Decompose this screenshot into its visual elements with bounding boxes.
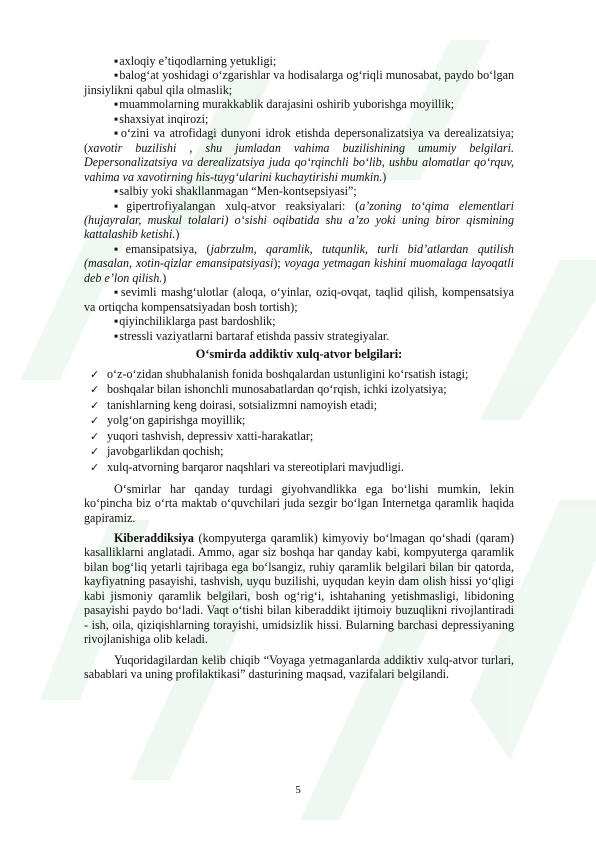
bullet-item: ▪ sevimli mashg‘ulotlar (aloqa, o‘yinlar, oziq-ovqat, taqlid qilish, kompensatsiya va ortiqcha kompensatsiyadan bosh tortish);: [84, 285, 514, 314]
check-mark-icon: ✓: [90, 414, 100, 428]
page-number: 5: [295, 784, 301, 796]
check-list-item: ✓ xulq-atvorning barqaror naqshlari va stereotiplari mavjudligi.: [90, 460, 404, 475]
bold-term: Kiberaddiksiya: [114, 531, 194, 546]
check-mark-icon: ✓: [90, 445, 100, 459]
section-heading: O‘smirda addiktiv xulq-atvor belgilari:: [195, 347, 403, 362]
check-mark-icon: ✓: [90, 367, 100, 381]
check-list-item: ✓ yuqori tashvish, depressiv xatti-harakatlar;: [90, 428, 314, 443]
check-list-item: ✓ yolg‘on gapirishga moyillik;: [90, 413, 246, 428]
check-list: [84, 367, 514, 476]
bullet-item: ▪ muammolarning murakkablik darajasini oshirib yuborishga moyillik;: [84, 97, 514, 111]
paragraph: Kiberaddiksiya (kompyuterga qaramlik) kimyoviy bo‘lmagan qo‘shadi (qaram) kasalliklarni anglatadi. Ammo, agar siz boshqa har qanday kabi, kompyuterga qaramlik bilan bog‘liq yetarli tajribaga ega bo‘lsangiz, ruhiy qaramlik belgilari bilan bir qatorda, kayfiyatning pasayishi, tashvish, uyqu buzilishi, uyqudan keyin dam olish hissi yo‘qligi kabi jismoniy qaramlik belgilari, bosh og‘rig‘i, ishtahaning yetishmasligi, libidoning pasayishi paydo bo‘ladi. Vaqt o‘tishi bilan kiberaddikt ijtimoiy buzuqlikni rivojlantiradi - ish, oila, qiziqishlarning torayishi, umidsizlik hissi. Bularning barchasi depressiyaning rivojlanishiga olib keladi.: [84, 531, 514, 647]
check-mark-icon: ✓: [90, 461, 100, 475]
document-body: [84, 54, 514, 682]
bullet-item: ▪ o‘zini va atrofidagi dunyoni idrok etishda depersonalizatsiya va derealizatsiya; (xavotir buzilishi , shu jumladan vahima buzilishining umumiy belgilari. Depersonalizatsiya va derealizatsiya juda qo‘rqinchli bo‘lib, ushbu alomatlar qo‘rquv, vahima va xavotirning his-tuyg‘ularini kuchaytirishi mumkin.): [84, 126, 514, 184]
check-list-item: ✓ o‘z-o‘zidan shubhalanish fonida boshqalardan ustunligini ko‘rsatish istagi;: [90, 366, 469, 381]
check-mark-icon: ✓: [90, 398, 100, 412]
bullet-item: ▪ qiyinchiliklarga past bardoshlik;: [84, 314, 514, 328]
check-mark-icon: ✓: [90, 383, 100, 397]
bullet-item: ▪ shaxsiyat inqirozi;: [84, 112, 514, 126]
bullet-item: ▪ axloqiy e’tiqodlarning yetukligi;: [84, 54, 514, 68]
check-list-item: ✓ javobgarlikdan qochish;: [90, 444, 224, 459]
bullet-item: ▪ stressli vaziyatlarni bartaraf etishda passiv strategiyalar.: [84, 329, 514, 343]
paragraph: O‘smirlar har qanday turdagi giyohvandlikka ega bo‘lishi mumkin, lekin ko‘pincha biz o‘rta maktab o‘quvchilari juda sezgir bo‘lgan Internetga qaramlik haqida gapiramiz.: [84, 481, 514, 525]
paragraph: Yuqoridagilardan kelib chiqib “Voyaga yetmaganlarda addiktiv xulq-atvor turlari, sabablari va uning profilaktikasi” dasturining maqsad, vazifalari belgilandi.: [84, 652, 514, 682]
bullet-item: ▪ emansipatsiya, (jabrzulm, qaramlik, tutqunlik, turli bid’atlardan qutilish (masalan, xotin-qizlar emansipatsiyasi); voyaga yetmagan kishini muomalaga layoqatli deb e’lon qilish.): [84, 242, 514, 285]
check-list-item: ✓ tanishlarning keng doirasi, sotsializmni namoyish etadi;: [90, 397, 378, 412]
bullet-item: ▪ gipertrofiyalangan xulq-atvor reaksiyalari: (a’zoning to‘qima elementlari (hujayralar, muskul tolalari) o‘sishi oqibatida shu a’zo yoki uning biror qismining kattalashib ketishi.): [84, 199, 514, 242]
bullet-item: ▪ salbiy yoki shakllanmagan “Men-kontsepsiyasi”;: [84, 184, 514, 198]
bullet-item: ▪ balog‘at yoshidagi o‘zgarishlar va hodisalarga og‘riqli munosabat, paydo bo‘lgan jinsiylikni qabul qila olmaslik;: [84, 68, 514, 97]
check-list-item: ✓ boshqalar bilan ishonchli munosabatlardan qo‘rqish, ichki izolyatsiya;: [90, 382, 447, 397]
check-mark-icon: ✓: [90, 429, 100, 443]
